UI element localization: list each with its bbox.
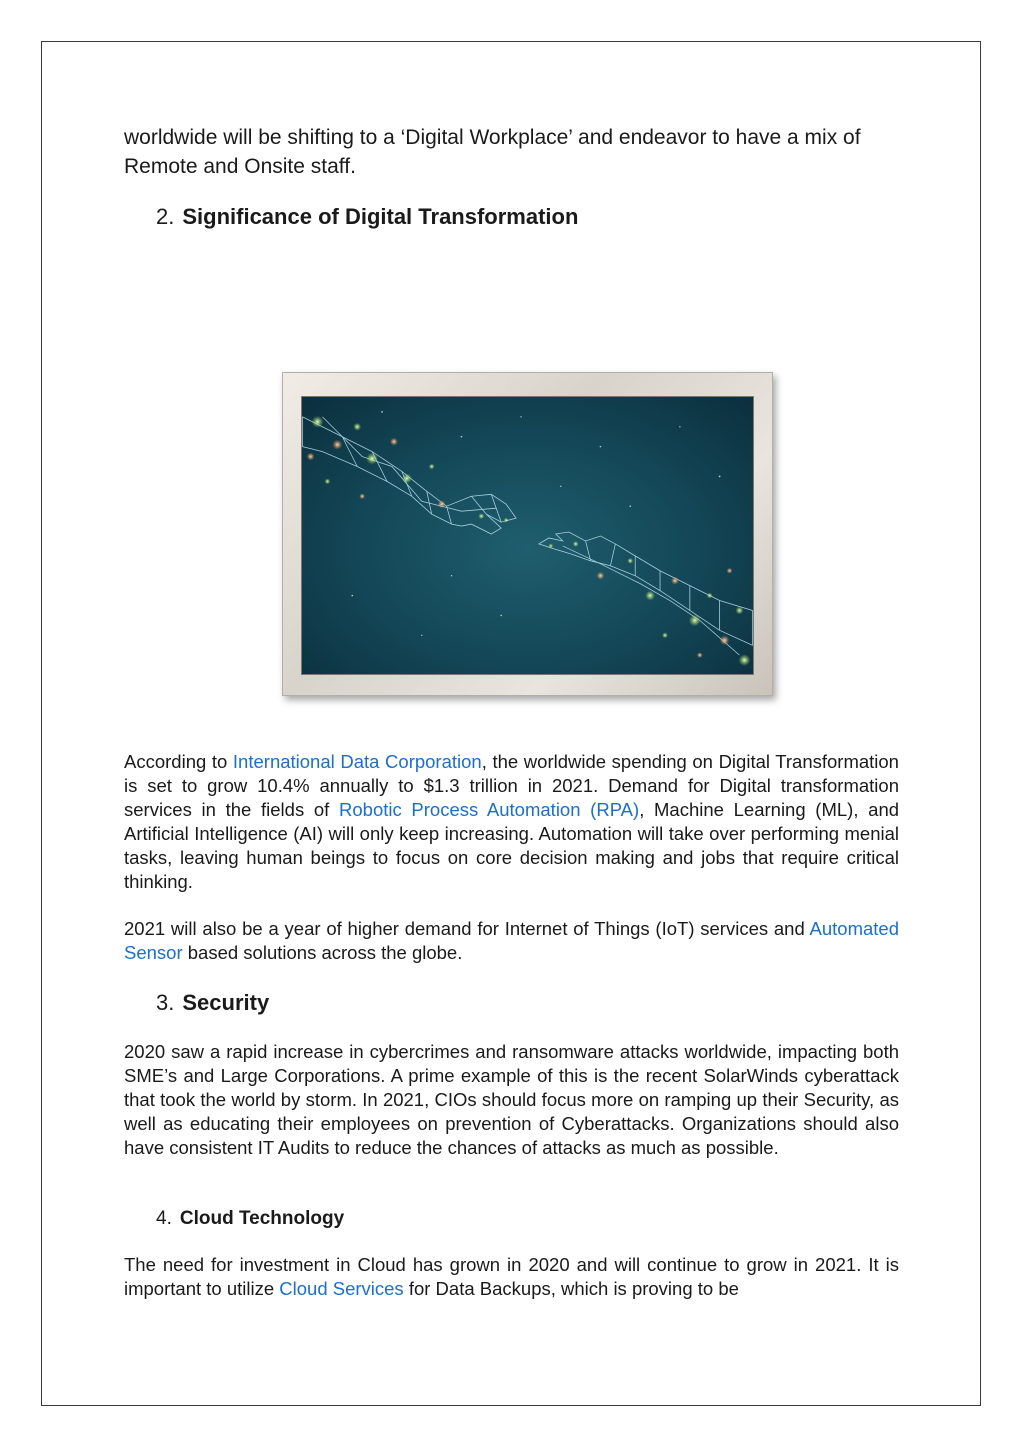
link-cloud-services[interactable]: Cloud Services: [279, 1278, 404, 1299]
sparkle-particles: [307, 416, 751, 666]
text-span: The need for investment in Cloud has grown in 2020 and will continue to grow in 2021. It is important to utilize: [124, 1254, 899, 1299]
text-span: for Data Backups, which is proving to be: [403, 1278, 739, 1299]
section-heading-security: [156, 989, 269, 1017]
image-canvas: [301, 396, 754, 675]
section-heading-cloud-technology: [156, 1206, 344, 1231]
section-title: Cloud Technology: [179, 1208, 345, 1229]
link-robotic-process-automation[interactable]: Robotic Process Automation (RPA): [339, 799, 640, 820]
section-title: Significance of Digital Transformation: [182, 204, 579, 229]
text-span: based solutions across the globe.: [182, 942, 463, 963]
link-automated-sensor[interactable]: Automated Sensor: [124, 918, 899, 963]
text-span: According to: [124, 751, 233, 772]
star-dots: [351, 411, 720, 636]
section-number: 4.: [156, 1208, 172, 1229]
section-number: 3.: [156, 990, 175, 1015]
text-span: , Machine Learning (ML), and Artificial Intelligence (AI) will only keep increasing. Automation will take over performing menial tasks, leaving human beings to focus on core decision making and jobs that require critical thinking.: [124, 799, 900, 892]
section-title: Security: [182, 990, 270, 1015]
paragraph-idc-spending: [124, 750, 899, 894]
digital-hands-image: [282, 372, 773, 696]
text-span: 2021 will also be a year of higher demand for Internet of Things (IoT) services and: [124, 918, 810, 939]
link-international-data-corporation[interactable]: International Data Corporation: [232, 751, 482, 772]
paragraph-security: 2020 saw a rapid increase in cybercrimes and ransomware attacks worldwide, impacting both SME’s and Large Corporations. A prime example of this is the recent SolarWinds cyberattack that took the world by storm. In 2021, CIOs should focus more on ramping up their Security, as well as educating their employees on prevention of Cyberattacks. Organizations should also have consistent IT Audits to reduce the chances of attacks as much as possible.: [124, 1041, 899, 1158]
intro-paragraph: worldwide will be shifting to a ‘Digital Workplace’ and endeavor to have a mix of Remote and Onsite staff.: [124, 126, 861, 178]
paragraph-iot-demand: [124, 917, 899, 965]
page-border: [41, 41, 981, 1406]
text-span: , the worldwide spending on Digital Transformation is set to grow 10.4% annually to $1.3 trillion in 2021. Demand for Digital transformation services in the fields of: [124, 751, 899, 820]
digital-hands-illustration: [302, 397, 753, 674]
section-number: 2.: [156, 204, 175, 229]
paragraph-cloud: [124, 1253, 899, 1301]
section-heading-digital-transformation: [156, 203, 578, 231]
